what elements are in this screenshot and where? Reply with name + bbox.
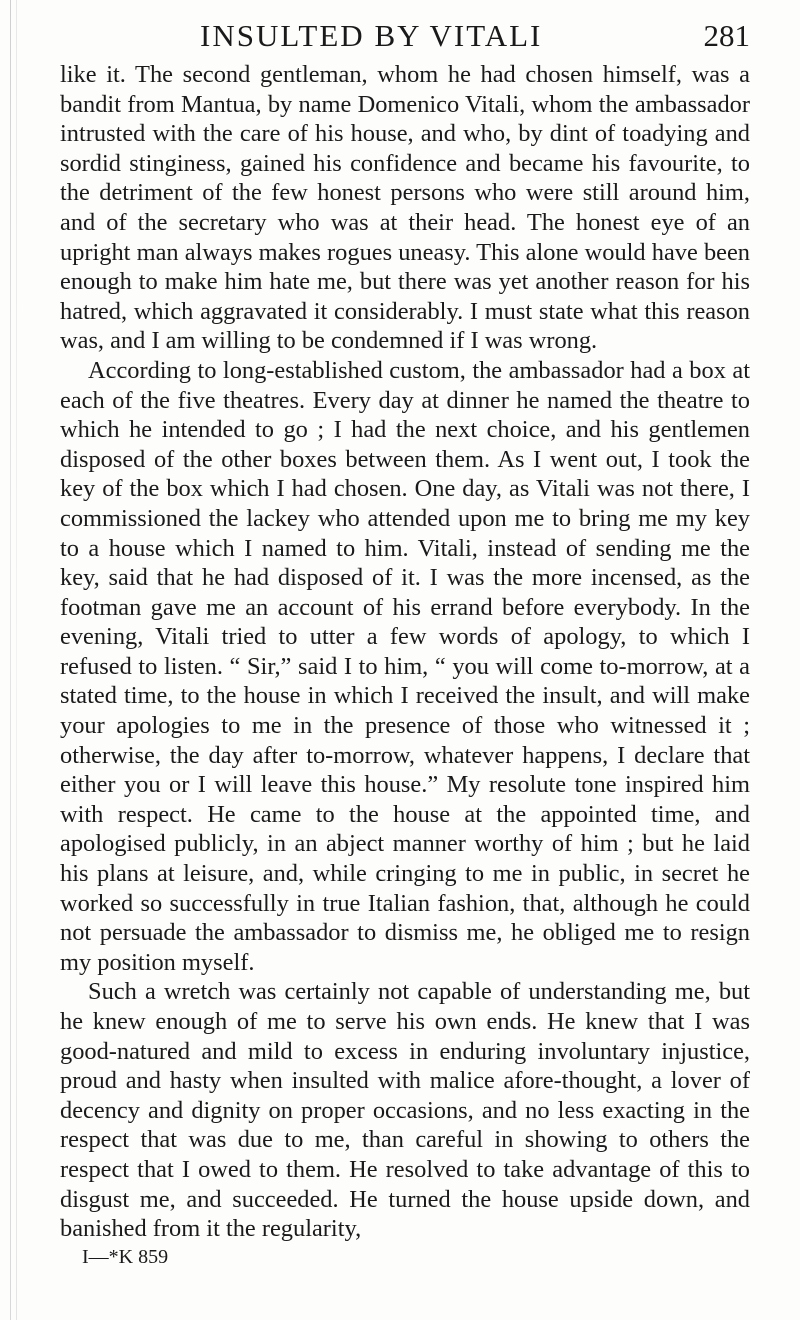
paragraph-theatre-boxes: According to long-established custom, the ambassador had a box at each of the five theatres. Every day at dinner he named the theatre to which he intended to go ; I had the next choice, and his gentlemen disposed of the other boxes between them. As I went out, I took the key of the box which I had chosen. One day, as Vitali was not there, I commissioned the lackey who attended upon me to bring me my key to a house which I named to him. Vitali, instead of sending me the key, said that he had disposed of it. I was the more incensed, as the footman gave me an account of his errand before everybody. In the evening, Vitali tried to utter a few words of apology, to which I refused to listen. “ Sir,” said I to him, “ you will come to-morrow, at a stated time, to the house in which I received the insult, and will make your apologies to me in the presence of those who witnessed it ; otherwise, the day after to-morrow, whatever happens, I declare that either you or I will leave this house.” My resolute tone inspired him with respect. He came to the house at the appointed time, and apologised publicly, in an abject manner worthy of him ; but he laid his plans at leisure, and, while cringing to me in public, in secret he worked so successfully in true Italian fashion, that, although he could not persuade the ambassador to dismiss me, he obliged me to resign my position myself. (60, 356, 750, 976)
page-gutter-shadow (16, 0, 17, 1320)
printer-signature-mark: I—*K 859 (82, 1246, 169, 1268)
running-head: INSULTED BY VITALI (200, 18, 543, 53)
page-gutter-edge (10, 0, 11, 1320)
body-text (60, 60, 750, 1244)
page-header (60, 12, 750, 58)
paragraph-wretch: Such a wretch was certainly not capable of understanding me, but he knew enough of me to serve his own ends. He knew that I was good-natured and mild to excess in enduring involuntary injustice, proud and hasty when insulted with malice afore-thought, a lover of decency and dignity on proper occasions, and no less exacting in the respect that was due to me, than careful in showing to others the respect that I owed to them. He resolved to take advantage of this to disgust me, and succeeded. He turned the house upside down, and banished from it the regularity, (60, 978, 750, 1243)
page-number: 281 (703, 18, 750, 53)
paragraph-continuation: like it. The second gentleman, whom he had chosen himself, was a bandit from Mantua, by name Domenico Vitali, whom the ambassador intrusted with the care of his house, and who, by dint of toadying and sordid stinginess, gained his confidence and became his favourite, to the detriment of the few honest persons who were still around him, and of the secretary who was at their head. The honest eye of an upright man always makes rogues uneasy. This alone would have been enough to make him hate me, but there was yet another reason for his hatred, which aggravated it considerably. I must state what this reason was, and I am willing to be condemned if I was wrong. (60, 61, 750, 355)
